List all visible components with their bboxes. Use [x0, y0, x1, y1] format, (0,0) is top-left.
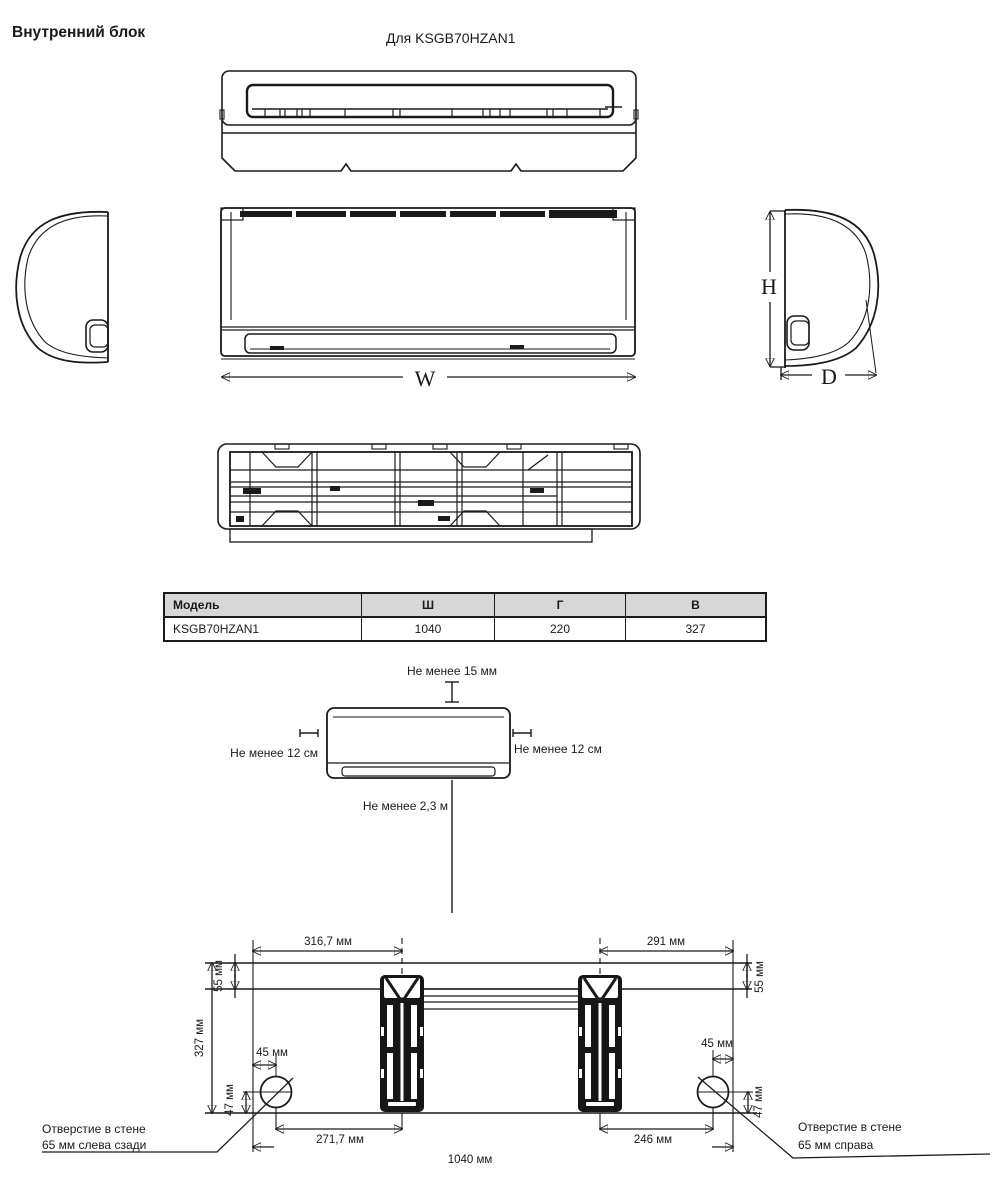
dim-47-left-label: 47 мм: [224, 1084, 236, 1116]
col-header-model: Модель: [164, 593, 362, 617]
clearance-bottom-label: Не менее 2,3 м: [362, 799, 448, 813]
dim-291-label: 291 мм: [646, 936, 686, 948]
clearance-left-label: Не менее 12 см: [230, 746, 318, 760]
table-header-row: [164, 593, 766, 617]
wall-bracket-right: [578, 975, 622, 1112]
clearance-right-label: Не менее 12 см: [514, 742, 602, 756]
wall-bracket-left: [380, 975, 424, 1112]
cell-model: KSGB70HZAN1: [164, 617, 362, 641]
installation-clearance-diagram: [230, 655, 620, 925]
indoor-unit-right-side-view-drawing: [748, 196, 894, 391]
col-header-width: Ш: [362, 593, 495, 617]
mounting-plate-diagram: [0, 930, 994, 1187]
dim-55-left-label: 55 мм: [213, 960, 225, 992]
dim-45-right-label: 45 мм: [701, 1038, 733, 1050]
cell-depth: 220: [495, 617, 626, 641]
clearance-top-label: Не менее 15 мм: [406, 664, 498, 678]
model-subtitle: Для KSGB70HZAN1: [386, 30, 516, 46]
cell-height: 327: [626, 617, 767, 641]
dimensions-table: [163, 592, 767, 642]
dim-316-label: 316,7 мм: [304, 936, 352, 948]
page-title: Внутренний блок: [12, 24, 146, 41]
wall-hole-note-right-line1: Отверстие в стене: [798, 1120, 902, 1134]
dim-246-label: 246 мм: [633, 1134, 673, 1146]
depth-dim-label: D: [821, 364, 837, 389]
dim-47-right-label: 47 мм: [753, 1086, 765, 1118]
indoor-unit-front-view-drawing: [205, 200, 650, 395]
dim-327-label: 327 мм: [194, 1018, 206, 1058]
col-header-height: В: [626, 593, 767, 617]
dim-45-left-label: 45 мм: [256, 1047, 288, 1059]
indoor-unit-left-side-view-drawing: [8, 198, 123, 378]
dim-1040-label: 1040 мм: [447, 1154, 493, 1166]
indoor-unit-bottom-view-drawing: [205, 435, 650, 553]
wall-hole-note-left-line1: Отверстие в стене: [42, 1122, 146, 1136]
table-row: [164, 617, 766, 641]
dim-55-right-label: 55 мм: [754, 961, 766, 993]
col-header-depth: Г: [495, 593, 626, 617]
wall-hole-note-right-line2: 65 мм справа: [798, 1138, 874, 1152]
height-dim-label: H: [761, 274, 777, 299]
wall-hole-note-left-line2: 65 мм слева сзади: [42, 1138, 147, 1152]
dim-271-label: 271,7 мм: [316, 1134, 364, 1146]
width-dim-label: W: [414, 366, 436, 391]
cell-width: 1040: [362, 617, 495, 641]
indoor-unit-top-view-drawing: [205, 58, 650, 183]
